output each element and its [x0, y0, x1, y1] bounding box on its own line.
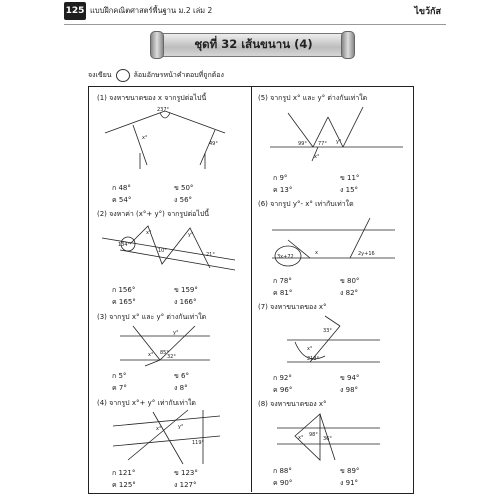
q1-label-2: x°: [142, 135, 148, 141]
q7-choice-c[interactable]: ค 96°: [273, 386, 293, 394]
q1-label-1: 237°: [157, 107, 170, 113]
q6-label-1: 3x+72: [277, 254, 294, 260]
page-number: 125: [64, 2, 86, 20]
q7-label-1: 33°: [323, 328, 332, 334]
question-7-figure: [285, 312, 385, 372]
q2-choice-a[interactable]: ก 156°: [112, 286, 136, 294]
q7-choice-b[interactable]: ข 94°: [340, 374, 360, 382]
instruction: [88, 69, 224, 82]
question-6-text: (6) จากรูป y°- x° เท่ากับเท่าใด: [258, 200, 354, 208]
q5-label-1: 99°: [298, 141, 307, 147]
q6-choice-c[interactable]: ค 81°: [273, 289, 293, 297]
q4-label-3: 119°: [192, 440, 205, 446]
q3-label-3: 85°: [160, 350, 169, 356]
q3-choice-c[interactable]: ค 7°: [112, 384, 127, 392]
q4-choice-c[interactable]: ค 125°: [112, 481, 136, 489]
q8-label-1: x°: [298, 435, 304, 441]
q3-choice-d[interactable]: ง 8°: [174, 384, 188, 392]
book-title: แบบฝึกคณิตศาสตร์พื้นฐาน ม.2 เล่ม 2: [90, 6, 213, 15]
header-rule: [64, 24, 446, 25]
q2-label-2: x°: [146, 230, 152, 236]
q2-label-1: 134°: [118, 242, 131, 248]
question-8-text: (8) จงหาขนาดของ x°: [258, 400, 327, 408]
question-4-text: (4) จากรูป x°+ y° เท่ากับเท่าใด: [97, 399, 196, 407]
question-2-text: (2) จงหาค่า (x°+ y°) จากรูปต่อไปนี้: [97, 210, 210, 218]
q5-choice-b[interactable]: ข 11°: [340, 174, 360, 182]
q8-choice-a[interactable]: ก 88°: [273, 467, 292, 475]
column-divider: [251, 86, 252, 492]
q1-choice-c[interactable]: ค 54°: [112, 196, 132, 204]
q2-choice-d[interactable]: ง 166°: [174, 298, 197, 306]
question-1-figure: [100, 103, 240, 173]
q8-choice-d[interactable]: ง 91°: [340, 479, 359, 487]
q4-choice-b[interactable]: ข 123°: [174, 469, 198, 477]
q7-choice-d[interactable]: ง 98°: [340, 386, 359, 394]
set-title: ชุดที่ 32 เส้นขนาน (4): [158, 33, 349, 57]
q3-label-2: x°: [148, 352, 154, 358]
q2-label-4: 21°: [206, 252, 215, 258]
q6-choice-a[interactable]: ก 78°: [273, 277, 292, 285]
q2-choice-c[interactable]: ค 165°: [112, 298, 136, 306]
question-5-figure: [268, 103, 408, 163]
q4-choice-a[interactable]: ก 121°: [112, 469, 136, 477]
q8-label-2: 98°: [309, 432, 318, 438]
question-3-text: (3) จากรูป x° และ y° ต่างกันเท่าใด: [97, 313, 207, 321]
question-2-figure: [100, 220, 240, 275]
q1-label-3: 49°: [209, 141, 218, 147]
q8-choice-c[interactable]: ค 90°: [273, 479, 293, 487]
q4-choice-d[interactable]: ง 127°: [174, 481, 197, 489]
circle-icon: [116, 69, 130, 82]
q2-label-3: y°: [188, 232, 194, 238]
q3-choice-a[interactable]: ก 5°: [112, 372, 127, 380]
question-1-text: (1) จงหาขนาดของ x จากรูปต่อไปนี้: [97, 94, 207, 102]
q2-label-5: 10°: [158, 248, 167, 254]
q1-choice-a[interactable]: ก 48°: [112, 184, 131, 192]
q5-choice-a[interactable]: ก 9°: [273, 174, 288, 182]
brand-name: ไขว้กัส: [414, 7, 441, 17]
q3-label-4: 32°: [167, 354, 176, 360]
q2-choice-b[interactable]: ข 159°: [174, 286, 198, 294]
q5-label-4: x°: [314, 154, 320, 160]
question-3-figure: [115, 322, 215, 367]
q7-label-3: 213°: [307, 356, 320, 362]
page-header: [0, 0, 501, 26]
q4-label-2: y°: [178, 424, 184, 430]
q7-label-2: x°: [307, 346, 313, 352]
q1-choice-d[interactable]: ง 56°: [174, 196, 193, 204]
q6-choice-d[interactable]: ง 82°: [340, 289, 359, 297]
scroll-right-end: [341, 31, 355, 59]
q5-label-3: y°: [336, 139, 342, 145]
instruction-prefix: จงเขียน: [88, 71, 112, 79]
question-5-text: (5) จากรูป x° และ y° ต่างกันเท่าใด: [258, 94, 368, 102]
q6-label-2: x: [315, 250, 318, 256]
q5-choice-d[interactable]: ง 15°: [340, 186, 359, 194]
q8-label-3: 36°: [323, 436, 332, 442]
question-6-figure: [270, 210, 400, 270]
q5-label-2: 77°: [318, 141, 327, 147]
question-7-text: (7) จงหาขนาดของ x°: [258, 303, 327, 311]
instruction-suffix: ล้อมอักษรหน้าคำตอบที่ถูกต้อง: [133, 71, 224, 79]
q5-choice-c[interactable]: ค 13°: [273, 186, 293, 194]
q1-choice-b[interactable]: ข 50°: [174, 184, 194, 192]
q4-label-1: x°: [156, 426, 162, 432]
set-title-banner: [150, 31, 355, 58]
question-4-figure: [108, 408, 228, 466]
q7-choice-a[interactable]: ก 92°: [273, 374, 292, 382]
q3-label-1: y°: [173, 330, 179, 336]
q3-choice-b[interactable]: ข 6°: [174, 372, 189, 380]
q8-choice-b[interactable]: ข 89°: [340, 467, 360, 475]
question-8-figure: [275, 410, 385, 465]
scroll-left-end: [150, 31, 164, 59]
q6-choice-b[interactable]: ข 80°: [340, 277, 360, 285]
q6-label-3: 2y+16: [358, 251, 375, 257]
